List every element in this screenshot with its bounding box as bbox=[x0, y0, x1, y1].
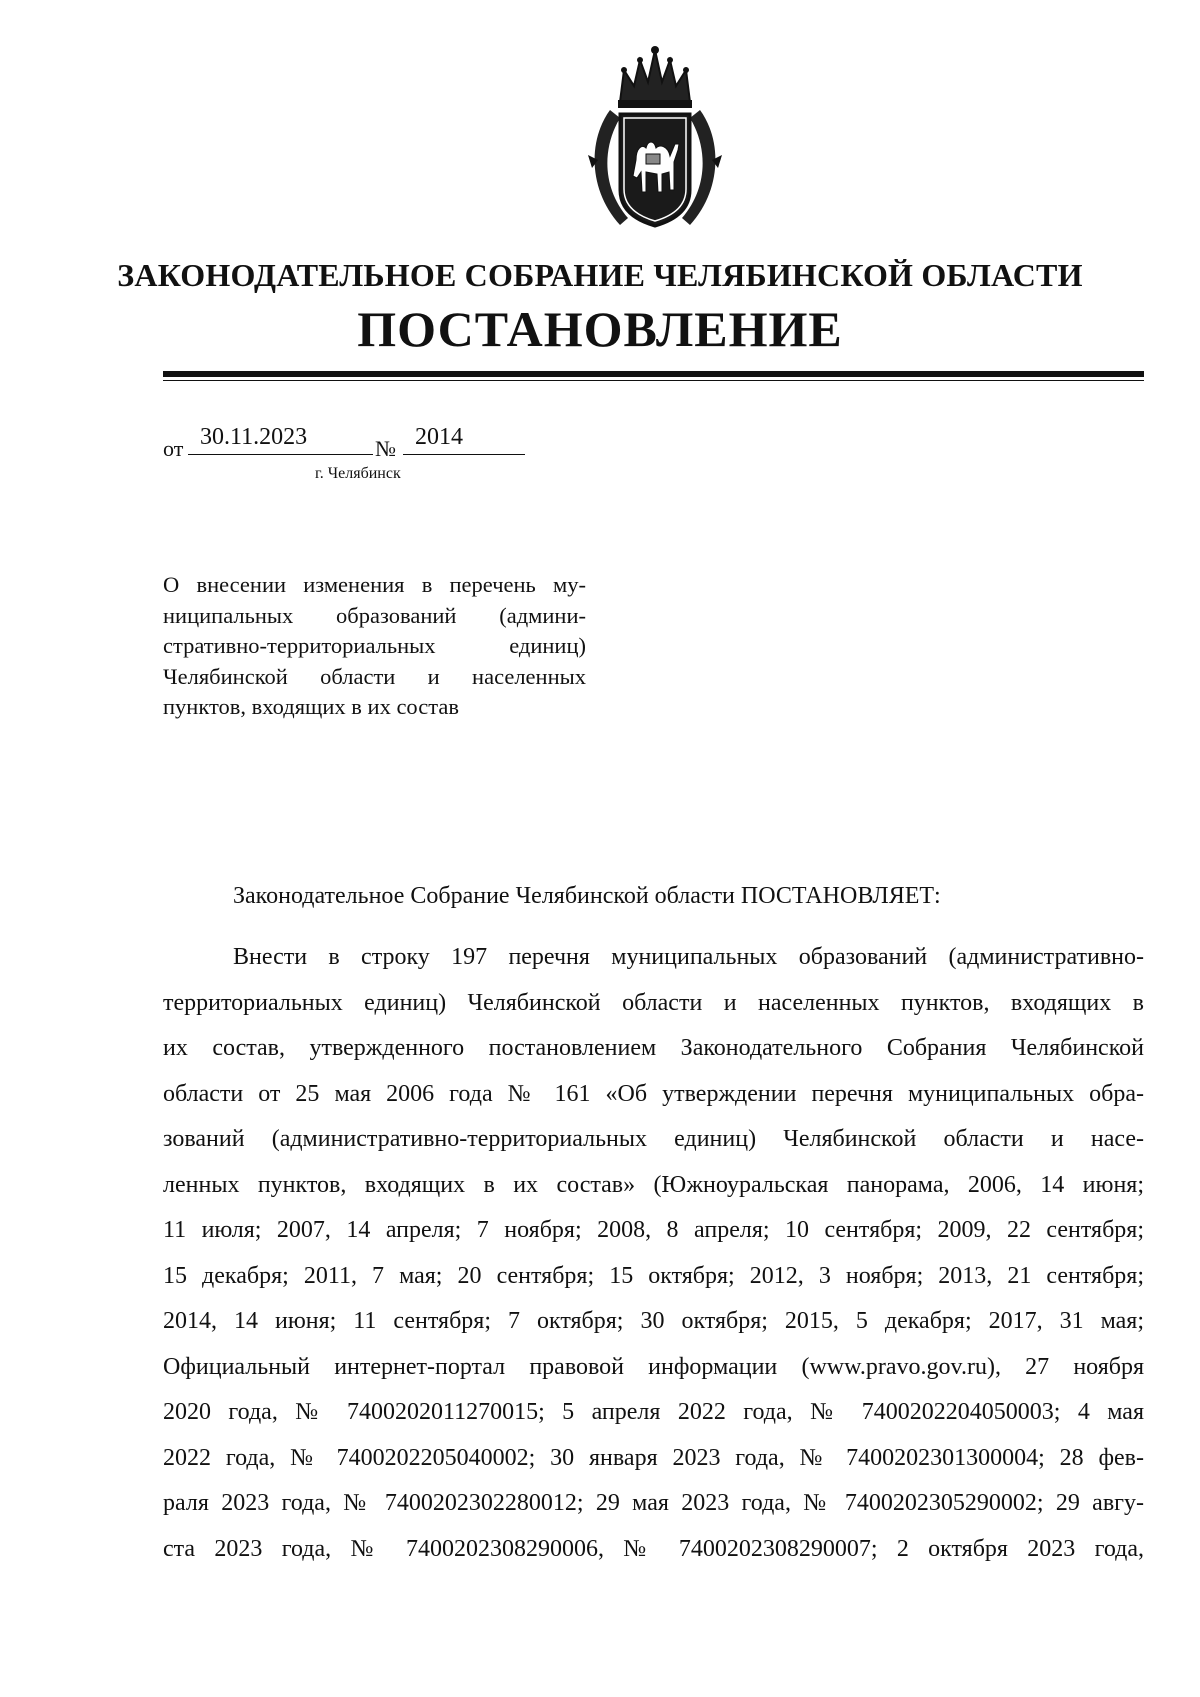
subject-line: Челябинской области и населенных bbox=[163, 663, 586, 689]
body-line: их состав, утвержденного постановлением Законодательного Собрания Челябинской bbox=[163, 1035, 1144, 1061]
body-line: раля 2023 года, № 7400202302280012; 29 мая 2023 года, № 7400202305290002; 29 авгу- bbox=[163, 1490, 1144, 1516]
decree-statement: Законодательное Собрание Челябинской области ПОСТАНОВЛЯЕТ: bbox=[233, 883, 941, 909]
body-line: области от 25 мая 2006 года № 161 «Об утверждении перечня муниципальных обра- bbox=[163, 1080, 1144, 1107]
body-line: 2014, 14 июня; 11 сентября; 7 октября; 30 октября; 2015, 5 декабря; 2017, 31 мая; bbox=[163, 1308, 1144, 1334]
body-line: ста 2023 года, № 7400202308290006, № 7400202308290007; 2 октября 2023 года, bbox=[163, 1535, 1144, 1562]
body-line: 2020 года, № 7400202011270015; 5 апреля 2022 года, № 7400202204050003; 4 мая bbox=[163, 1399, 1144, 1425]
document-type-title: ПОСТАНОВЛЕНИЕ bbox=[357, 301, 843, 357]
body-line: зований (административно-территориальных единиц) Челябинской области и насе- bbox=[163, 1126, 1144, 1152]
subject-line: ниципальных образований (админи- bbox=[163, 602, 586, 628]
organization-name: ЗАКОНОДАТЕЛЬНОЕ СОБРАНИЕ ЧЕЛЯБИНСКОЙ ОБЛАСТИ bbox=[117, 257, 1083, 293]
body-line: 15 декабря; 2011, 7 мая; 20 сентября; 15 октября; 2012, 3 ноября; 2013, 21 сентября; bbox=[163, 1262, 1144, 1289]
subject-line: стративно-территориальных единиц) bbox=[163, 633, 586, 658]
body-line: Официальный интернет-портал правовой информации (www.pravo.gov.ru), 27 ноября bbox=[163, 1353, 1144, 1380]
body-line: территориальных единиц) Челябинской области и населенных пунктов, входящих в bbox=[163, 989, 1144, 1016]
subject-line: О внесении изменения в перечень му- bbox=[163, 572, 586, 597]
header-rule-thin bbox=[163, 380, 1144, 381]
document-number: 2014 bbox=[403, 424, 525, 455]
subject-line: пунктов, входящих в их состав bbox=[163, 694, 459, 719]
document-place: г. Челябинск bbox=[315, 465, 401, 482]
body-line: 2022 года, № 7400202205040002; 30 января 2023 года, № 7400202301300004; 28 фев- bbox=[163, 1444, 1144, 1471]
number-label: № bbox=[375, 436, 396, 461]
document-date: 30.11.2023 bbox=[188, 424, 373, 455]
header-rule-thick bbox=[163, 371, 1144, 377]
document-body bbox=[163, 935, 1144, 1572]
date-label: от bbox=[163, 436, 184, 461]
body-line: Внести в строку 197 перечня муниципальных образований (административно- bbox=[233, 944, 1144, 970]
document-subject bbox=[163, 570, 586, 723]
body-line: ленных пунктов, входящих в их состав» (Южноуральская панорама, 2006, 14 июня; bbox=[163, 1171, 1144, 1198]
coat-of-arms-icon bbox=[580, 40, 730, 240]
body-line: 11 июля; 2007, 14 апреля; 7 ноября; 2008, 8 апреля; 10 сентября; 2009, 22 сентября; bbox=[163, 1217, 1144, 1243]
